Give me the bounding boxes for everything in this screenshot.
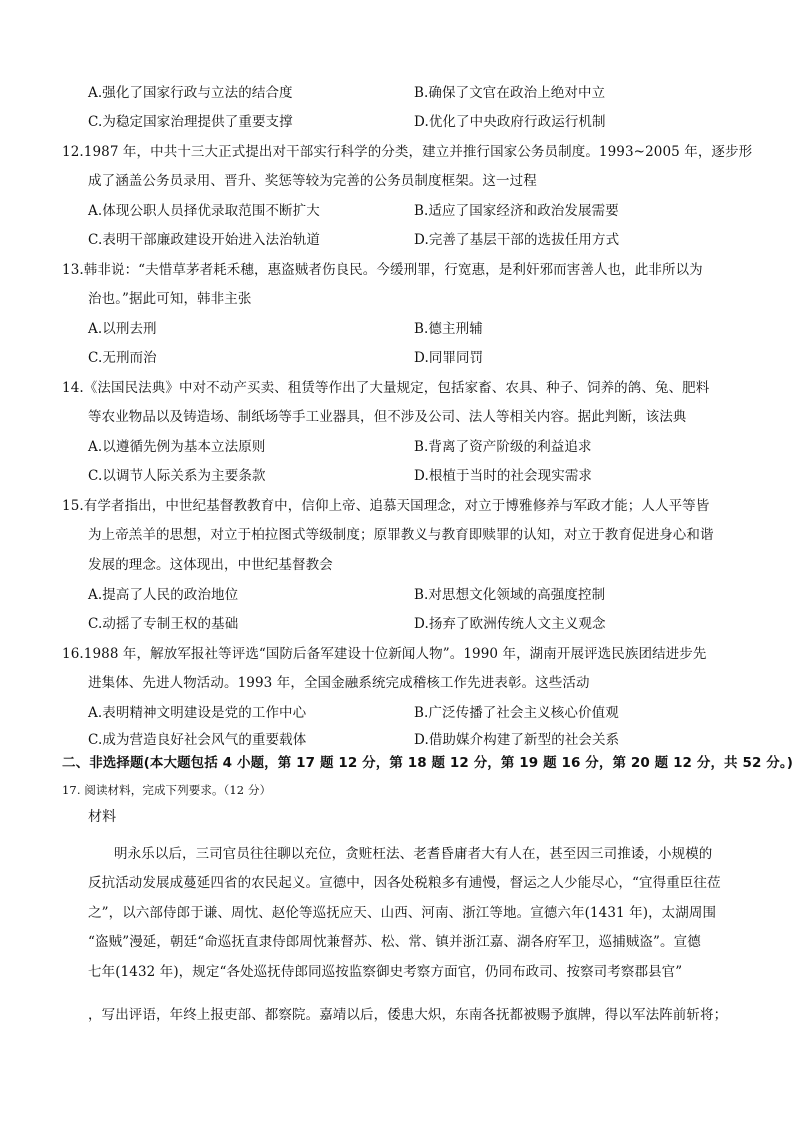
q17-material-line1: 明永乐以后，三司官员往往聊以充位，贪赃枉法、老耆昏庸者大有人在，甚至因三司推诿，小规模的 bbox=[114, 846, 713, 862]
q15-option-b: B.对思想文化领域的高强度控制 bbox=[414, 587, 606, 603]
q13-option-b: B.德主刑辅 bbox=[414, 321, 483, 337]
q12-stem-line1: 12.1987 年，中共十三大正式提出对干部实行科学的分类，建立并推行国家公务员制度。1993~2005 年，逐步形 bbox=[62, 144, 753, 160]
q14-option-d: D.根植于当时的社会现实需求 bbox=[414, 468, 593, 484]
q14-option-b: B.背离了资产阶级的利益追求 bbox=[414, 439, 592, 455]
q11-option-c: C.为稳定国家治理提供了重要支撑 bbox=[88, 114, 293, 130]
q16-option-c: C.成为营造良好社会风气的重要载体 bbox=[88, 732, 307, 748]
q12-stem-line2: 成了涵盖公务员录用、晋升、奖惩等较为完善的公务员制度框架。这一过程 bbox=[88, 173, 537, 189]
q12-option-b: B.适应了国家经济和政治发展需要 bbox=[414, 203, 619, 219]
q17-material-line5: 七年(1432 年)，规定“各处巡抚侍郎同巡按监察御史考察方面官，仍同布政司、按察司考察郡县官” bbox=[88, 964, 683, 980]
section2-heading: 二、非选择题(本大题包括 4 小题，第 17 题 12 分，第 18 题 12 分，第 19 题 16 分，第 20 题 12 分，共 52 分。) bbox=[62, 755, 793, 771]
q17-material-line3: 之”，以六部侍郎于谦、周忱、赵伦等巡抚应天、山西、河南、浙江等地。宣德六年(1431 年)，太湖周围 bbox=[88, 905, 717, 921]
q12-option-a: A.体现公职人员择优录取范围不断扩大 bbox=[88, 203, 320, 219]
q11-option-b: B.确保了文官在政治上绝对中立 bbox=[414, 85, 606, 101]
q17-material-line2: 反抗活动发展成蔓延四省的农民起义。宣德中，因各处税粮多有逋慢，督运之人少能尽心，“宜得重臣往莅 bbox=[88, 875, 721, 891]
q15-stem-line3: 发展的理念。这体现出，中世纪基督教会 bbox=[88, 557, 333, 573]
q14-option-c: C.以调节人际关系为主要条款 bbox=[88, 468, 266, 484]
q14-option-a: A.以遵循先例为基本立法原则 bbox=[88, 439, 266, 455]
q14-stem-line1: 14.《法国民法典》中对不动产买卖、租赁等作出了大量规定，包括家畜、农具、种子、饲养的鸽、兔、肥料 bbox=[62, 380, 710, 396]
q15-stem-line2: 为上帝羔羊的思想，对立于柏拉图式等级制度；原罪教义与教育即赎罪的认知，对立于教育促进身心和谐 bbox=[88, 527, 714, 543]
q16-stem-line2: 进集体、先进人物活动。1993 年，全国金融系统完成稽核工作先进表彰。这些活动 bbox=[88, 675, 590, 691]
q12-option-d: D.完善了基层干部的选拔任用方式 bbox=[414, 232, 620, 248]
q16-option-d: D.借助媒介构建了新型的社会关系 bbox=[414, 732, 620, 748]
q17-stem: 17. 阅读材料，完成下列要求。（12 分） bbox=[62, 783, 272, 797]
q11-option-d: D.优化了中央政府行政运行机制 bbox=[414, 114, 606, 130]
q15-option-d: D.扬弃了欧洲传统人文主义观念 bbox=[414, 616, 606, 632]
q16-stem-line1: 16.1988 年，解放军报社等评选“国防后备军建设十位新闻人物”。1990 年，湖南开展评选民族团结进步先 bbox=[62, 646, 707, 662]
q13-option-d: D.同罪同罚 bbox=[414, 350, 484, 366]
q17-material-label: 材料 bbox=[88, 809, 117, 825]
q15-stem-line1: 15.有学者指出，中世纪基督教教育中，信仰上帝、追慕天国理念，对立于博雅修养与军政才能；人人平等皆 bbox=[62, 498, 710, 514]
q13-stem-line1: 13.韩非说：“夫惜草茅者耗禾穗，惠盗贼者伤良民。今缓刑罪，行宽惠，是利奸邪而害善人也，此非所以为 bbox=[62, 262, 703, 278]
q16-option-b: B.广泛传播了社会主义核心价值观 bbox=[414, 705, 619, 721]
q13-stem-line2: 治也。”据此可知，韩非主张 bbox=[88, 291, 252, 307]
q13-option-c: C.无刑而治 bbox=[88, 350, 157, 366]
q13-option-a: A.以刑去刑 bbox=[88, 321, 157, 337]
q11-option-a: A.强化了国家行政与立法的结合度 bbox=[88, 85, 293, 101]
q15-option-c: C.动摇了专制王权的基础 bbox=[88, 616, 239, 632]
q17-material-line4: “盗贼”漫延，朝廷“命巡抚直隶侍郎周忱兼督苏、松、常、镇并浙江嘉、湖各府军卫，巡捕贼盗”。宣德 bbox=[88, 934, 701, 950]
q17-material-line6: ，写出评语，年终上报吏部、都察院。嘉靖以后，倭患大炽，东南各抚都被赐予旗牌，得以军法阵前斩将； bbox=[88, 1007, 728, 1023]
q12-option-c: C.表明干部廉政建设开始进入法治轨道 bbox=[88, 232, 320, 248]
q14-stem-line2: 等农业物品以及铸造场、制纸场等手工业器具，但不涉及公司、法人等相关内容。据此判断，该法典 bbox=[88, 409, 687, 425]
q15-option-a: A.提高了人民的政治地位 bbox=[88, 587, 239, 603]
q16-option-a: A.表明精神文明建设是党的工作中心 bbox=[88, 705, 307, 721]
